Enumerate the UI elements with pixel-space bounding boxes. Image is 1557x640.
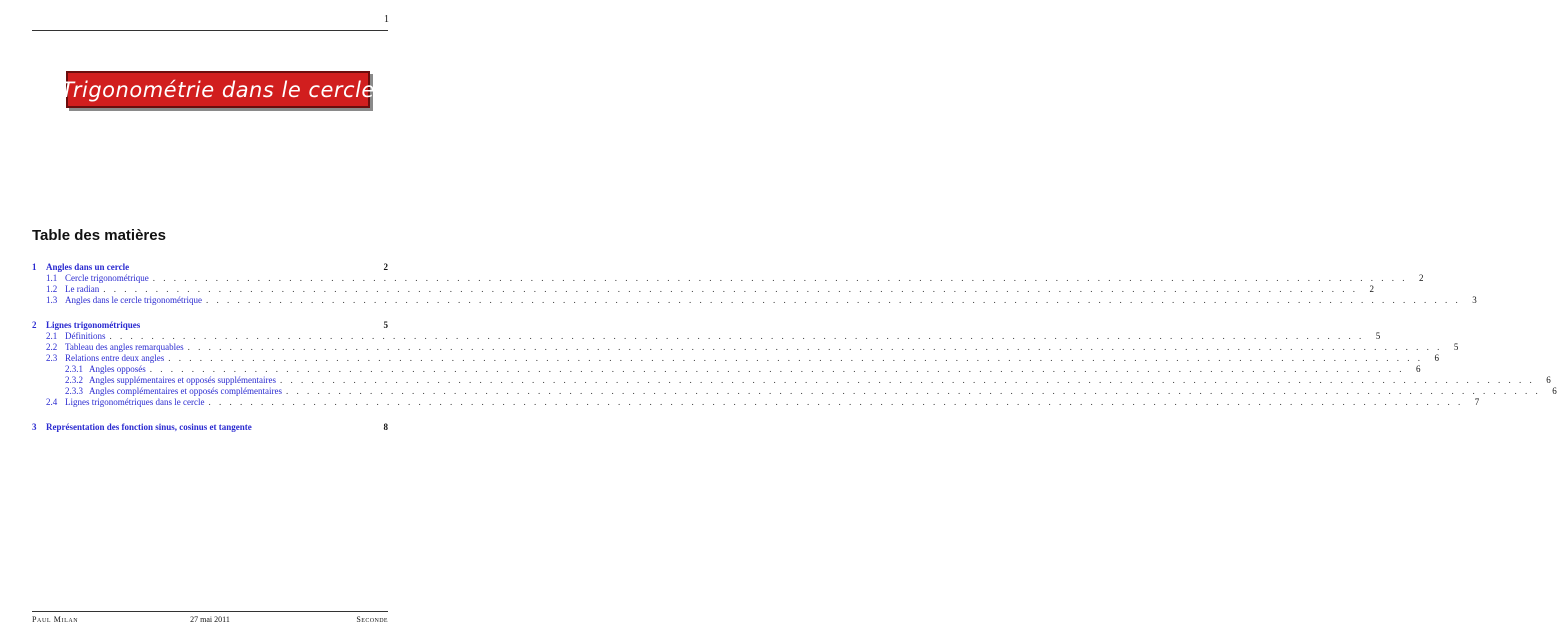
toc-dot-leader: . . . . . . . . . . . . . . . . . . . . . . . . . . . . . . . . . . . . . . . . . . . . . . . . . . . . . . . . . . . . . . . . . . . . . . . . . . . . . . . . . . . . . . . . . . . . . . . . . . . . . . . . . . . . . . . . . . . . . . . . <box>109 331 1365 341</box>
toc-entry-label[interactable]: Angles complémentaires et opposés complémentaires <box>89 386 282 396</box>
toc-entry-page: 6 <box>1416 364 1421 374</box>
toc-entry[interactable] <box>32 320 388 331</box>
title-banner <box>61 71 375 108</box>
toc-entry[interactable] <box>32 375 1551 386</box>
toc-entry-number: 1 <box>32 262 37 272</box>
toc-entry-page: 3 <box>1472 295 1477 305</box>
toc-entry-label[interactable]: Représentation des fonction sinus, cosinus et tangente <box>46 422 252 432</box>
toc-entry-number: 3 <box>32 422 37 432</box>
toc-entry-page: 5 <box>1453 342 1459 352</box>
toc-entry-label[interactable]: Angles supplémentaires et opposés supplémentaires <box>89 375 276 385</box>
toc-entry[interactable] <box>32 353 1439 364</box>
toc-entry-label[interactable]: Lignes trigonométriques dans le cercle <box>65 397 205 407</box>
toc-entry-label[interactable]: Définitions <box>65 331 106 341</box>
toc-entry-page: 5 <box>383 320 388 330</box>
toc-entry-label[interactable]: Relations entre deux angles <box>65 353 165 363</box>
toc-entry[interactable] <box>32 262 388 273</box>
toc-entry-number: 2.4 <box>46 397 58 407</box>
toc-dot-leader: . . . . . . . . . . . . . . . . . . . . . . . . . . . . . . . . . . . . . . . . . . . . . . . . . . . . . . . . . . . . . . . . . . . . . . . . . . . . . . . . . . . . . . . . . . . . . . . . . . . . . . . . . . . . . . . . . . . . . . . . <box>187 342 1443 352</box>
toc-entry-label[interactable]: Tableau des angles remarquables <box>65 342 184 352</box>
toc-dot-leader: . . . . . . . . . . . . . . . . . . . . . . . . . . . . . . . . . . . . . . . . . . . . . . . . . . . . . . . . . . . . . . . . . . . . . . . . . . . . . . . . . . . . . . . . . . . . . . . . . . . . . . . . . . . . . . . . . . . . . . . . <box>149 364 1405 374</box>
footer-author: Paul Milan <box>32 615 79 624</box>
toc-dot-leader: . . . . . . . . . . . . . . . . . . . . . . . . . . . . . . . . . . . . . . . . . . . . . . . . . . . . . . . . . . . . . . . . . . . . . . . . . . . . . . . . . . . . . . . . . . . . . . . . . . . . . . . . . . . . . . . . . . . . . . . . <box>279 375 1535 385</box>
toc-entry-number: 1.2 <box>46 284 58 294</box>
toc-entry[interactable] <box>32 273 1424 284</box>
toc-entry-page: 7 <box>1474 397 1480 407</box>
toc-dot-leader: . . . . . . . . . . . . . . . . . . . . . . . . . . . . . . . . . . . . . . . . . . . . . . . . . . . . . . . . . . . . . . . . . . . . . . . . . . . . . . . . . . . . . . . . . . . . . . . . . . . . . . . . . . . . . . . . . . . . . . . . <box>152 273 1408 283</box>
toc-entry-page: 2 <box>1369 284 1374 294</box>
toc-entry-page: 2 <box>383 262 388 272</box>
toc-dot-leader: . . . . . . . . . . . . . . . . . . . . . . . . . . . . . . . . . . . . . . . . . . . . . . . . . . . . . . . . . . . . . . . . . . . . . . . . . . . . . . . . . . . . . . . . . . . . . . . . . . . . . . . . . . . . . . . . . . . . . . . . <box>205 295 1461 305</box>
footer-class: Seconde <box>356 615 388 624</box>
toc-entry-number: 1.3 <box>46 295 58 305</box>
toc-dot-leader: . . . . . . . . . . . . . . . . . . . . . . . . . . . . . . . . . . . . . . . . . . . . . . . . . . . . . . . . . . . . . . . . . . . . . . . . . . . . . . . . . . . . . . . . . . . . . . . . . . . . . . . . . . . . . . . . . . . . . . . . <box>168 353 1423 363</box>
toc-entry[interactable] <box>32 331 1381 342</box>
toc-entry-label[interactable]: Angles dans le cercle trigonométrique <box>65 295 202 305</box>
toc-entry-page: 6 <box>1434 353 1439 363</box>
toc-entry-label[interactable]: Cercle trigonométrique <box>65 273 149 283</box>
header-rule <box>32 30 388 31</box>
toc-entry-number: 2.3.3 <box>65 386 83 396</box>
toc-entry-number: 2.3.2 <box>65 375 83 385</box>
toc-dot-leader: . . . . . . . . . . . . . . . . . . . . . . . . . . . . . . . . . . . . . . . . . . . . . . . . . . . . . . . . . . . . . . . . . . . . . . . . . . . . . . . . . . . . . . . . . . . . . . . . . . . . . . . . . . . . . . . . . . . . . . . . <box>103 284 1358 294</box>
footer-date: 27 mai 2011 <box>190 615 230 624</box>
toc-entry-number: 2.2 <box>46 342 58 352</box>
toc-entry-page: 8 <box>383 422 388 432</box>
toc-entry-number: 1.1 <box>46 273 58 283</box>
toc-entry-label[interactable]: Lignes trigonométriques <box>46 320 141 330</box>
toc-entry-page: 6 <box>1546 375 1551 385</box>
footer-rule <box>32 611 388 612</box>
toc-entry[interactable] <box>32 295 1477 306</box>
toc-entry-number: 2 <box>32 320 37 330</box>
toc-entry-number: 2.3.1 <box>65 364 83 374</box>
page-number: 1 <box>384 14 389 25</box>
toc-entry[interactable] <box>32 422 388 433</box>
toc-entry-page: 5 <box>1375 331 1381 341</box>
toc-entry-label[interactable]: Angles opposés <box>89 364 146 374</box>
table-of-contents <box>32 262 1557 433</box>
footer <box>32 615 388 627</box>
toc-entry[interactable] <box>32 284 1374 295</box>
toc-entry[interactable] <box>32 397 1480 408</box>
toc-entry-page: 6 <box>1552 386 1557 396</box>
toc-dot-leader: . . . . . . . . . . . . . . . . . . . . . . . . . . . . . . . . . . . . . . . . . . . . . . . . . . . . . . . . . . . . . . . . . . . . . . . . . . . . . . . . . . . . . . . . . . . . . . . . . . . . . . . . . . . . . . . . . . . . . . . . <box>285 386 1541 396</box>
toc-entry-label[interactable]: Le radian <box>65 284 100 294</box>
toc-entry-number: 2.1 <box>46 331 58 341</box>
toc-entry[interactable] <box>32 386 1557 397</box>
toc-entry[interactable] <box>32 342 1459 353</box>
document-title: Trigonométrie dans le cercle <box>61 77 375 102</box>
toc-dot-leader: . . . . . . . . . . . . . . . . . . . . . . . . . . . . . . . . . . . . . . . . . . . . . . . . . . . . . . . . . . . . . . . . . . . . . . . . . . . . . . . . . . . . . . . . . . . . . . . . . . . . . . . . . . . . . . . . . . . . . . . . <box>208 397 1464 407</box>
toc-entry[interactable] <box>32 364 1421 375</box>
toc-entry-label[interactable]: Angles dans un cercle <box>46 262 130 272</box>
toc-entry-page: 2 <box>1418 273 1424 283</box>
toc-heading: Table des matières <box>32 227 166 244</box>
toc-entry-number: 2.3 <box>46 353 58 363</box>
